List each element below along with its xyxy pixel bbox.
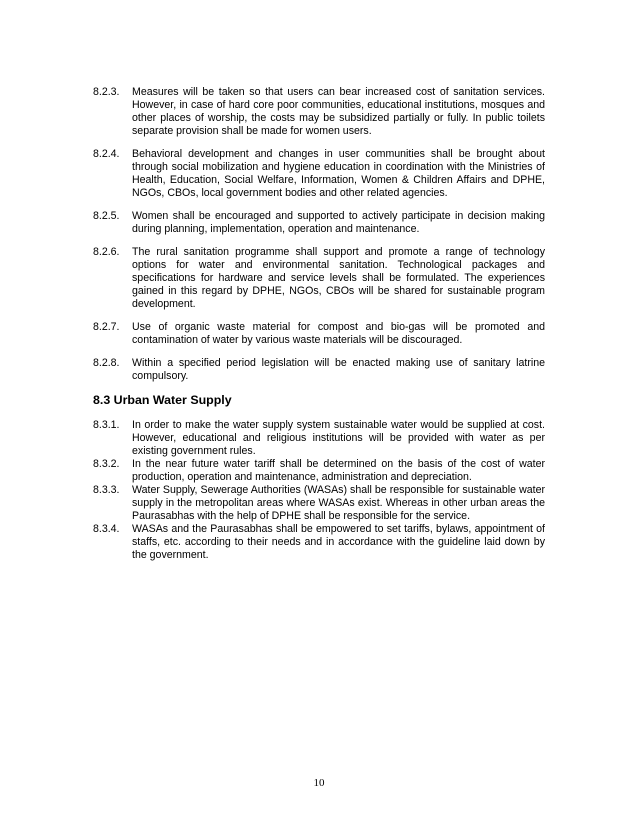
clause-8-2-4	[93, 148, 545, 200]
clause-text: In the near future water tariff shall be determined on the basis of the cost of water production, operation and maintenance, administration and depreciation.	[132, 458, 545, 483]
clause-8-3-2	[93, 458, 545, 484]
clause-text: Behavioral development and changes in user communities shall be brought about through social mobilization and hygiene education in coordination with the Ministries of Health, Education, Social Welfare, Information, Women & Children Affairs and DPHE, NGOs, CBOs, local government bodies and other related agencies.	[132, 148, 545, 199]
clause-number: 8.2.3.	[93, 86, 120, 98]
page-content	[93, 86, 545, 562]
clause-number: 8.3.2.	[93, 458, 120, 470]
clause-text: WASAs and the Paurasabhas shall be empowered to set tariffs, bylaws, appointment of staffs, etc. according to their needs and in accordance with the guideline laid down by the government.	[132, 523, 545, 561]
clause-text: In order to make the water supply system sustainable water would be supplied at cost. However, educational and religious institutions will be provided with water as per existing government rules.	[132, 419, 545, 457]
clause-number: 8.2.5.	[93, 210, 120, 222]
page-number: 10	[313, 777, 325, 789]
clause-8-3-1	[93, 419, 545, 458]
clause-8-2-7	[93, 321, 545, 347]
clause-number: 8.2.7.	[93, 321, 120, 333]
clause-8-2-8	[93, 357, 545, 383]
clause-8-2-3	[93, 86, 545, 138]
clause-number: 8.2.4.	[93, 148, 120, 160]
clause-text: Measures will be taken so that users can bear increased cost of sanitation services. However, in case of hard core poor communities, educational institutions, mosques and other places of worship, the costs may be subsidized partially or fully. In public toilets separate provision shall be made for women users.	[132, 86, 545, 137]
clause-number: 8.3.4.	[93, 523, 120, 535]
clause-8-3-3	[93, 484, 545, 523]
clause-number: 8.3.3.	[93, 484, 120, 496]
clause-text: Women shall be encouraged and supported to actively participate in decision making during planning, implementation, operation and maintenance.	[132, 210, 545, 235]
clause-text: Water Supply, Sewerage Authorities (WASAs) shall be responsible for sustainable water supply in the metropolitan areas where WASAs exist. Whereas in other urban areas the Paurasabhas with the help of DPHE shall be responsible for the service.	[132, 484, 545, 522]
clause-8-3-4	[93, 523, 545, 562]
clause-number: 8.2.8.	[93, 357, 120, 369]
clause-text: Within a specified period legislation will be enacted making use of sanitary latrine compulsory.	[132, 357, 545, 382]
clause-number: 8.2.6.	[93, 246, 120, 258]
clause-text: The rural sanitation programme shall support and promote a range of technology options for water and environmental sanitation. Technological packages and specifications for hardware and service levels shall be formulated. The experiences gained in this regard by DPHE, NGOs, CBOs will be shared for sustainable program development.	[132, 246, 545, 310]
clause-number: 8.3.1.	[93, 419, 120, 431]
clause-8-2-6	[93, 246, 545, 311]
section-heading-urban-water-supply: 8.3 Urban Water Supply	[93, 393, 232, 407]
sanitation-clauses	[93, 86, 545, 383]
urban-water-clauses	[93, 419, 545, 562]
clause-text: Use of organic waste material for compost and bio-gas will be promoted and contamination of water by various waste materials will be discouraged.	[132, 321, 545, 346]
clause-8-2-5	[93, 210, 545, 236]
